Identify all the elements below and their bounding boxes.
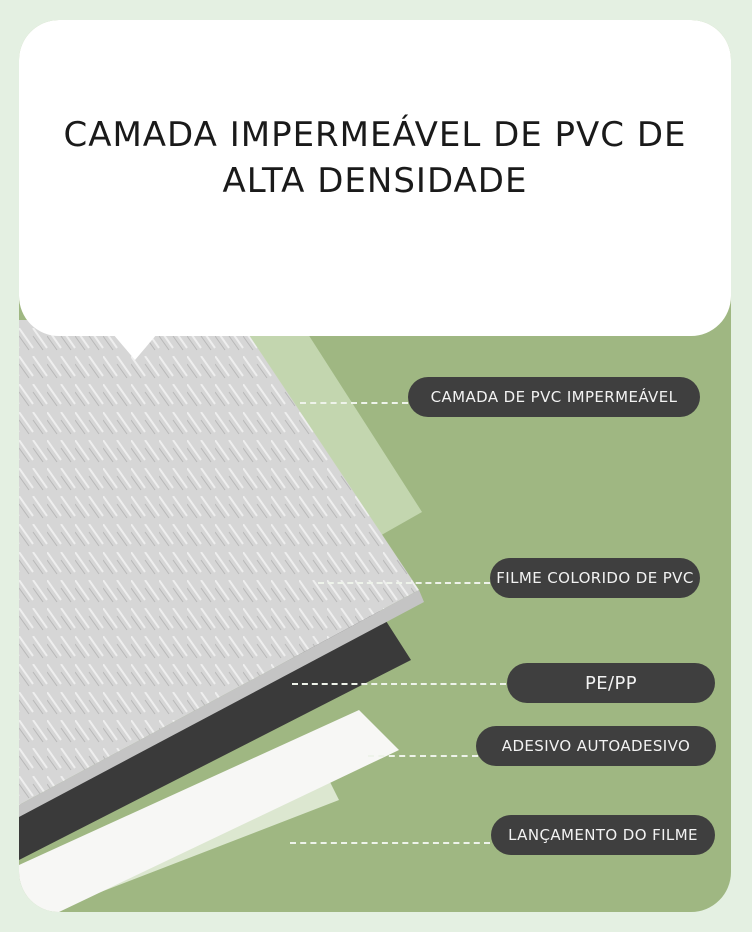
leader-line-color-film	[318, 582, 490, 584]
leader-line-pvc	[300, 402, 408, 404]
label-pe-pp: PE/PP	[507, 663, 715, 703]
title-line-1: CAMADA IMPERMEÁVEL DE PVC DE	[63, 115, 687, 155]
label-adhesive: ADESIVO AUTOADESIVO	[476, 726, 716, 766]
title-card-pointer	[113, 334, 157, 360]
leader-line-pe-pp	[292, 683, 506, 685]
leader-line-adhesive	[368, 755, 478, 757]
title-line-2: ALTA DENSIDADE	[222, 161, 528, 201]
label-pvc-waterproof: CAMADA DE PVC IMPERMEÁVEL	[408, 377, 700, 417]
label-release-film: LANÇAMENTO DO FILME	[491, 815, 715, 855]
leader-line-release-film	[290, 842, 490, 844]
label-color-film: FILME COLORIDO DE PVC	[490, 558, 700, 598]
page-title	[19, 112, 731, 204]
